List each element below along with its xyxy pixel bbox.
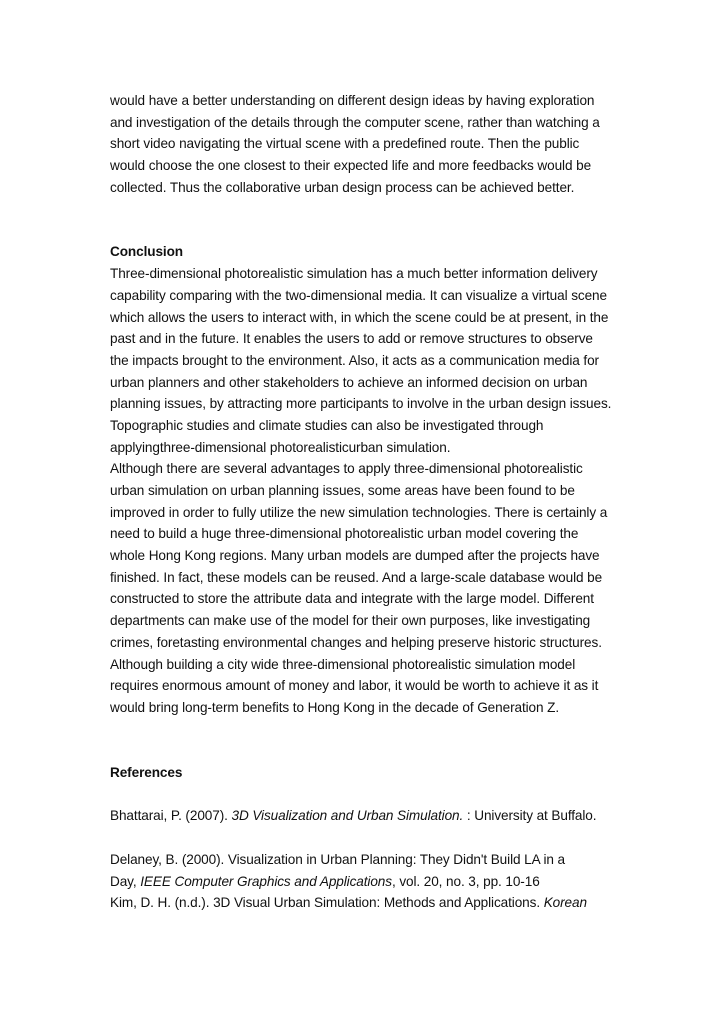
text-line: requires enormous amount of money and labor, it would be worth to achieve it as it	[110, 678, 599, 694]
text-line: Although there are several advantages to apply three-dimensional photorealistic	[110, 461, 583, 477]
text-line: past and in the future. It enables the users to add or remove structures to observe	[110, 331, 593, 347]
text-line: and investigation of the details through the computer scene, rather than watching a	[110, 114, 600, 130]
text-line: Three-dimensional photorealistic simulation has a much better information delivery	[110, 266, 598, 282]
reference-text: Kim, D. H. (n.d.). 3D Visual Urban Simulation: Methods and Applications.	[110, 895, 544, 911]
text-line: would choose the one closest to their expected life and more feedbacks would be	[110, 158, 592, 174]
text-line: the impacts brought to the environment. Also, it acts as a communication media for	[110, 352, 599, 368]
reference-text: Delaney, B. (2000). Visualization in Urban Planning: They Didn't Build LA in a	[110, 851, 565, 867]
reference-title: 3D Visualization and Urban Simulation.	[231, 808, 464, 824]
spacer	[110, 827, 626, 849]
text-line: applyingthree-dimensional photorealisticurban simulation.	[110, 439, 451, 455]
spacer	[110, 198, 626, 241]
text-line: Topographic studies and climate studies can also be investigated through	[110, 417, 544, 433]
reference-entry	[110, 849, 626, 892]
reference-text: Day,	[110, 873, 141, 889]
text-line: would bring long-term benefits to Hong Kong in the decade of Generation Z.	[110, 699, 560, 715]
section-heading-conclusion: Conclusion	[110, 244, 184, 260]
page-content	[110, 90, 626, 914]
section-heading-references: References	[110, 764, 183, 780]
spacer	[110, 783, 626, 805]
text-line: would have a better understanding on different design ideas by having exploration	[110, 93, 595, 108]
intro-paragraph	[110, 90, 626, 198]
text-line: crimes, foretasting environmental changes and helping preserve historic structures.	[110, 634, 602, 650]
text-line: which allows the users to interact with, in which the scene could be at present, in the	[110, 309, 609, 325]
text-line: short video navigating the virtual scene with a predefined route. Then the public	[110, 136, 580, 152]
reference-text: : University at Buffalo.	[463, 808, 597, 824]
spacer	[110, 719, 626, 762]
reference-journal: Korean	[543, 895, 587, 911]
text-line: capability comparing with the two-dimensional media. It can visualize a virtual scene	[110, 287, 607, 303]
text-line: need to build a huge three-dimensional photorealistic urban model covering the	[110, 526, 579, 542]
reference-entry	[110, 892, 626, 914]
text-line: urban simulation on urban planning issues, some areas have been found to be	[110, 483, 575, 498]
reference-line	[110, 871, 626, 893]
text-line: improved in order to fully utilize the new simulation technologies. There is certainly a	[110, 504, 608, 520]
conclusion-paragraph-1	[110, 263, 626, 458]
conclusion-paragraph-2	[110, 458, 626, 718]
text-line: urban planners and other stakeholders to achieve an informed decision on urban	[110, 374, 588, 390]
references-section	[110, 762, 626, 914]
text-line: collected. Thus the collaborative urban design process can be achieved better.	[110, 179, 575, 195]
text-line: Although building a city wide three-dimensional photorealistic simulation model	[110, 656, 576, 672]
conclusion-section	[110, 241, 626, 718]
text-line: departments can make use of the model for their own purposes, like investigating	[110, 613, 591, 629]
reference-text: , vol. 20, no. 3, pp. 10-16	[391, 873, 540, 889]
text-line: constructed to store the attribute data and integrate with the large model. Different	[110, 591, 594, 607]
reference-text: Bhattarai, P. (2007).	[110, 808, 232, 824]
reference-entry	[110, 805, 626, 827]
text-line: planning issues, by attracting more participants to involve in the urban design issues.	[110, 396, 612, 412]
text-line: whole Hong Kong regions. Many urban models are dumped after the projects have	[110, 548, 600, 564]
text-line: finished. In fact, these models can be reused. And a large-scale database would be	[110, 569, 603, 585]
reference-journal: IEEE Computer Graphics and Applications	[140, 873, 392, 889]
